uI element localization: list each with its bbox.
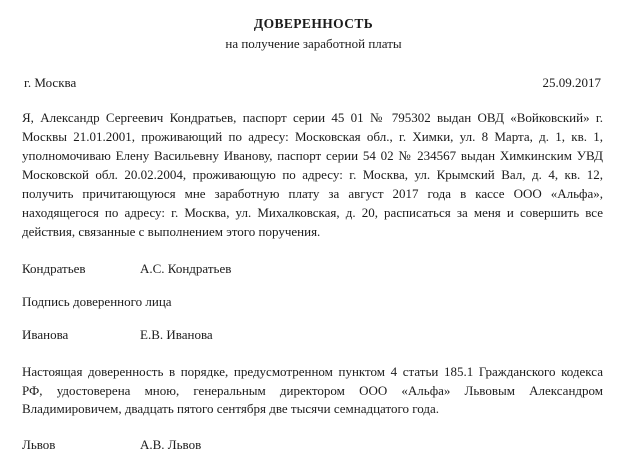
date-label: 25.09.2017 bbox=[542, 74, 601, 90]
director-name: Львов bbox=[22, 437, 56, 453]
attorney-name: Иванова bbox=[22, 326, 69, 342]
principal-transcript: А.С. Кондратьев bbox=[140, 260, 232, 276]
attorney-transcript: Е.В. Иванова bbox=[140, 326, 213, 342]
attorney-caption: Подпись доверенного лица bbox=[22, 293, 172, 309]
director-transcript: А.В. Львов bbox=[140, 437, 202, 453]
title-block bbox=[22, 16, 605, 53]
principal-name: Кондратьев bbox=[22, 260, 86, 276]
certification-text bbox=[22, 363, 605, 420]
signature-row-attorney bbox=[22, 327, 605, 343]
signature-row-principal bbox=[22, 261, 605, 277]
place-label: г. Москва bbox=[24, 74, 77, 90]
signature-row-director bbox=[22, 437, 605, 453]
body-paragraph: Я, Александр Сергеевич Кондратьев, паспорт серии 45 01 № 795302 выдан ОВД «Войковский» г. Москвы 21.01.2001, проживающий по адресу: Московская обл., г. Химки, ул. 8 Марта, д. 1, кв. 1, уполномочиваю Елену Васильевну Иванову, паспорт серии 54 02 № 234567 выдан Химкинским УВД Московской обл. 20.02.2004, проживающую по адресу: г. Москва, ул. Крымский Вал, д. 4, кв. 12, получить причитающуюся мне заработную плату за август 2017 года в кассе ООО «Альфа», находящегося по адресу: г. Москва, ул. Михалковская, д. 20, расписаться за меня и совершить все действия, связанные с выполнением этого поручения. bbox=[22, 109, 603, 239]
body-text bbox=[22, 109, 605, 242]
place-date-row bbox=[22, 75, 605, 91]
page-title: ДОВЕРЕННОСТЬ bbox=[253, 16, 374, 31]
certification-paragraph: Настоящая доверенность в порядке, предусмотренном пунктом 4 статьи 185.1 Гражданского кодекса РФ, удостоверена мною, генеральным директором ООО «Альфа» Львовым Александром Владимировичем, двадцать пятого сентября две тысячи семнадцатого года. bbox=[22, 363, 603, 417]
page-subtitle: на получение заработной платы bbox=[225, 35, 402, 51]
